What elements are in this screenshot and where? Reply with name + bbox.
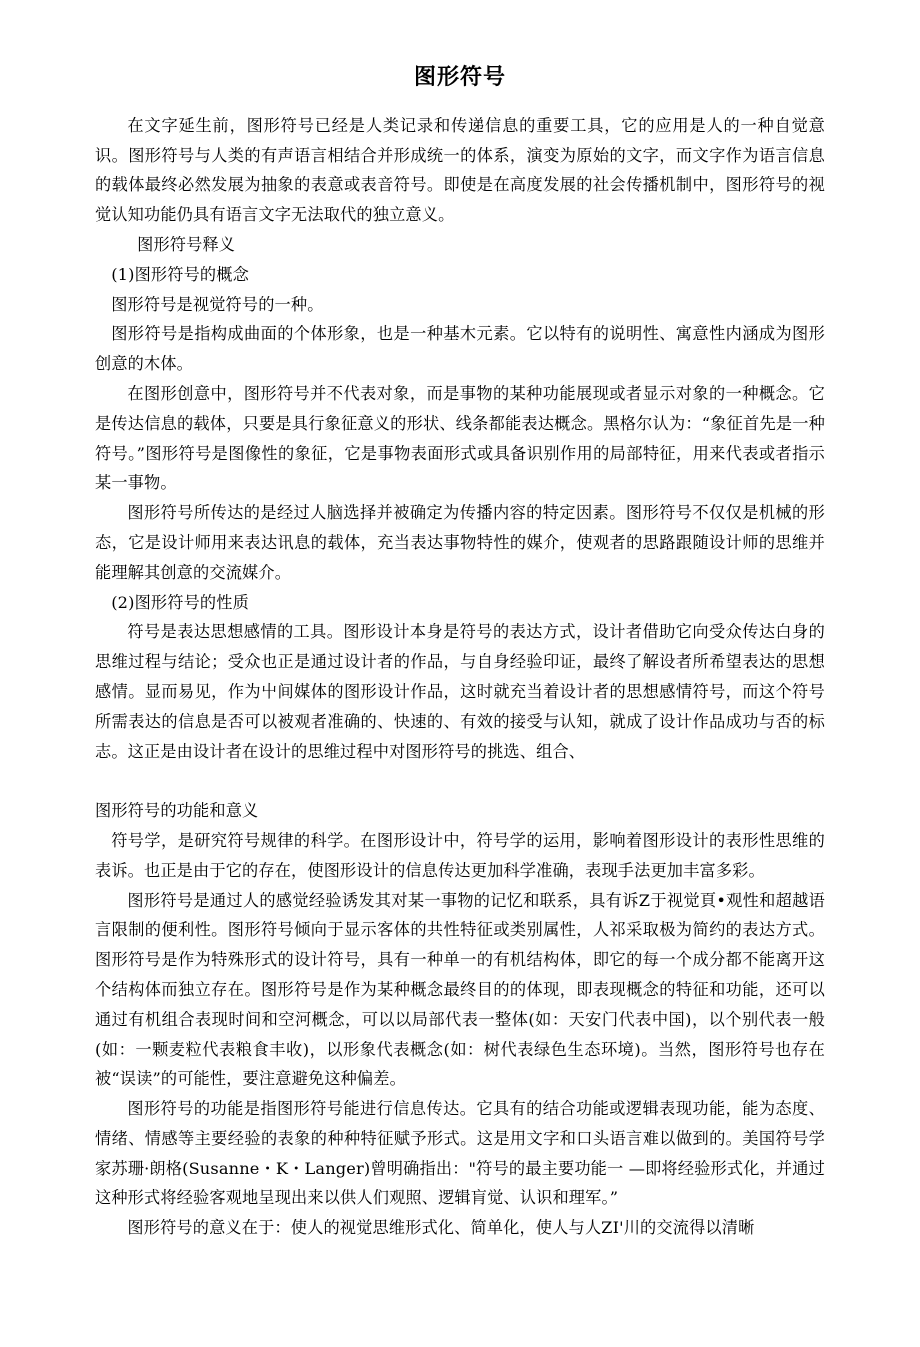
paragraph-sensory-experience: 图形符号是通过人的感觉经验诱发其对某一事物的记忆和联系，具有诉Z于视觉頁•观性和超越语言限制的便利性。图形符号倾向于显示客体的共性特征或类别属性，人祁采取极为简约的表达方式。图形符号是作为特殊形式的设计符号，具有一种单一的有机结构体，即它的每一个成分都不能离开这个结构体而独立存在。图形符号是作为某种概念最终目的的体现，即表现概念的特征和功能，还可以通过有机组合表现时间和空河概念，可以以局部代表一整体(如：天安门代表中国)，以个别代表一般(如：一颗麦粒代表粮食丰收)，以形象代表概念(如：树代表绿色生态环境)。当然，图形符号也存在被“误读”的可能性，要注意避免这种偏差。 <box>95 890 825 1089</box>
heading-symbol-definition: 图形符号释义 <box>137 234 236 254</box>
section-spacer <box>95 766 825 796</box>
paragraph-brain-selection: 图形符号所传达的是经过人脑选择并被确定为传播内容的特定因素。图形符号不仅仅是机械的形态，它是设计师用来表达讯息的载体，充当表达事物特性的媒介，使观者的思路跟随设计师的思维并能理解其创意的交流媒介。 <box>95 503 825 582</box>
paragraph-meaning: 图形符号的意义在于：使人的视觉思维形式化、简单化，使人与人ZI'川的交流得以清晰 <box>127 1218 755 1238</box>
paragraph-creative-concept: 在图形创意中，图形符号并不代表对象，而是事物的某种功能展现或者显示对象的一种概念。它是传达信息的载体，只要是具行象征意义的形状、线条都能表达概念。黑格尔认为：“象征首先是一种符号。”图形符号是图像性的象征，它是事物表面形式或具备识别作用的局部特征，用来代表或者指示某一事物。 <box>95 383 825 493</box>
heading-function-and-meaning: 图形符号的功能和意义 <box>95 801 259 821</box>
document-body <box>95 62 825 1243</box>
heading-concept: (1)图形符号的概念 <box>111 264 249 284</box>
paragraph-thought-emotion-tool: 符号是表达思想感情的工具。图形设计本身是符号的表达方式，设计者借助它向受众传达白身的思维过程与结论；受众也正是通过设计者的作品，与自身经验印证，最终了解设者所希望表达的思想感情。显而易见，作为屮间媒体的图形设计作品，这时就充当着设计者的思想感情符号，而这个符号所需表达的信息是否可以被观者准确的、快速的、有效的接受与认知，就成了设计作品成功与否的标志。这正是由设计者在设计的思维过程中对图形符号的挑选、组合、 <box>95 622 825 761</box>
paragraph-semiotics: 符号学，是研究符号规律的科学。在图形设计中，符号学的运用，影响着图形设计的表形性思维的表诉。也正是由于它的存在，使图形设计的信息传达更加科学准确，表现手法更加丰富多彩。 <box>95 830 825 880</box>
heading-nature: (2)图形符号的性质 <box>111 592 249 612</box>
page-title: 图形符号 <box>413 64 506 90</box>
paragraph-visual-symbol-kind: 图形符号是视觉符号的一种。 <box>111 294 324 314</box>
paragraph-individual-image: 图形符号是指构成曲面的个体形象，也是一种基木元素。它以特有的说明性、寓意性内涵成为图形创意的木体。 <box>95 324 825 374</box>
paragraph-intro: 在文字延生前，图形符号已经是人类记录和传递信息的重要工具，它的应用是人的一种自觉意识。图形符号与人类的有声语言相结合并形成统一的体系，演变为原始的文字，而文字作为语言信息的载体最终必然发展为抽象的表意或表音符号。即使是在高度发展的社会传播机制中，图形符号的视觉认知功能仍具有语言文字无法取代的独立意义。 <box>95 115 825 225</box>
paragraph-function-langer: 图形符号的功能是指图形符号能进行信息传达。它具有的结合功能或逻辑表现功能，能为态度、情绪、情感等主要经验的表象的种种特征赋予形式。这是用文字和口头语言难以做到的。美国符号学家苏珊·朗格(Susanne・K・Langer)曾明确指出："符号的最主要功能一 —即将经验形式化，并通过这种形式将经验客观地呈现出来以供人们观照、逻辑肓觉、认识和理军。” <box>95 1099 825 1208</box>
